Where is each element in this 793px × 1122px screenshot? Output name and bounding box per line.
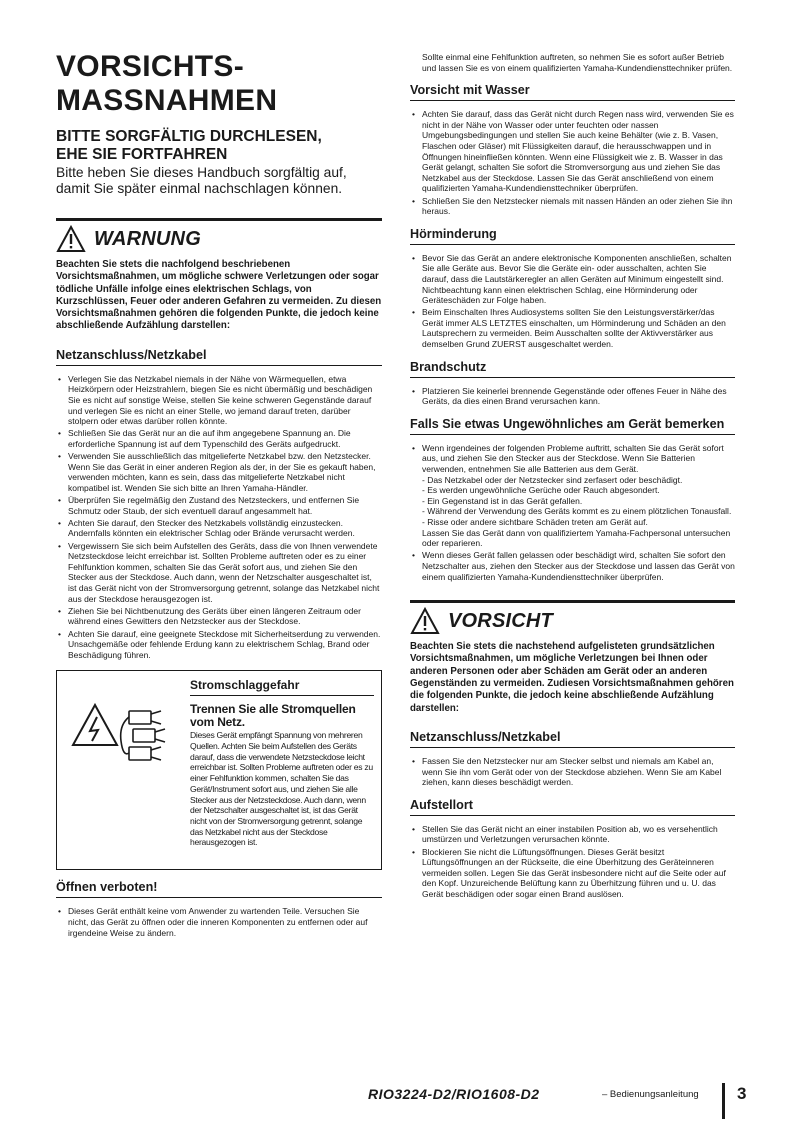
list-item: • Blockieren Sie nicht die Lüftungsöffnungen. Dieses Gerät besitzt Lüftungsöffnungen an der Rückseite, die eine Überhitzung des Geräteinneren vermeiden sollen. Legen Sie das Gerät insbesondere nicht auf die Seite oder auf den Kopf. Unzureichende Belüftung kann zu Überhitzung führen und u. U. das Gerät beschädigen oder sogar einen Brand auslösen. xyxy=(410,847,735,900)
warning-intro: Beachten Sie stets die nachfolgend beschriebenen Vorsichtsmaßnahmen, um mögliche schwere Verletzungen oder sogar tödliche Unfälle infolge eines elektrischen Schlags, von Kurzschlüssen, Feuer oder anderen Gefahren zu vermeiden. Zu diesen Vorsichtsmaßnahmen gehören die folgenden Punkte, die jedoch keine abschließende Aufzählung darstellen: xyxy=(56,259,382,332)
list-item: • Stellen Sie das Gerät nicht an einer instabilen Position ab, wo es versehentlich umstürzen und Verletzungen verursachen könnte. xyxy=(410,824,735,845)
water-list xyxy=(410,109,735,217)
unusual-list xyxy=(410,443,735,582)
list-item: • Ziehen Sie bei Nichtbenutzung des Geräts über einen längeren Zeitraum oder während eines Gewitters den Netzstecker aus der Steckdose. xyxy=(56,606,382,627)
list-item: • Schließen Sie das Gerät nur an die auf ihm angegebene Spannung an. Die erforderliche Spannung ist auf dem Typenschild des Geräts aufgedruckt. xyxy=(56,428,382,449)
footer-divider xyxy=(722,1083,725,1119)
list-item: • Bevor Sie das Gerät an andere elektronische Komponenten anschließen, schalten Sie alle Geräte aus. Bevor Sie die Geräte ein- oder ausschalten, achten Sie darauf, dass die Lautstärkeregler an allen Geräten auf Minimum eingestellt sind. Nichtbeachtung kann einen elektrischen Schlag, eine Hörminderung oder Geräteschäden zur Folge haben. xyxy=(410,253,735,306)
list-item: • Beim Einschalten Ihres Audiosystems sollten Sie den Leistungsverstärker/das Gerät immer ALS LETZTES einschalten, um Hörminderung und Schäden an den Lautsprechern zu vermeiden. Beim Ausschalten sollte der Aktivverstärker aus demselben Grund ZUERST ausgeschaltet werden. xyxy=(410,307,735,349)
caution-power-list xyxy=(410,756,735,788)
section-heading-hearing: Hörminderung xyxy=(410,227,735,245)
section-heading-open: Öffnen verboten! xyxy=(56,880,382,898)
caution-label: VORSICHT xyxy=(448,609,553,632)
list-item: • Wenn dieses Gerät fallen gelassen oder beschädigt wird, schalten Sie sofort den Netzschalter aus, ziehen den Stecker aus der Steckdose und lassen das Gerät von einem qualifizierten Yamaha-Kundendiensttechniker überprüfen. xyxy=(410,550,735,582)
page-number: 3 xyxy=(737,1084,747,1103)
left-column xyxy=(56,50,382,948)
warning-label: WARNUNG xyxy=(94,227,201,250)
intro-text: Bitte heben Sie dieses Handbuch sorgfältig auf, damit Sie später einmal nachschlagen können. xyxy=(56,165,347,196)
caution-triangle-icon xyxy=(410,607,440,635)
section-heading-setup: Aufstellort xyxy=(410,798,735,816)
list-item: • Überprüfen Sie regelmäßig den Zustand des Netzsteckers, und entfernen Sie Schmutz oder Staub, der sich eventuell darauf angesammelt hat. xyxy=(56,495,382,516)
list-item: • Schließen Sie den Netzstecker niemals mit nassen Händen an oder ziehen Sie ihn heraus. xyxy=(410,196,735,217)
page-title: VORSICHTS- MASSNAHMEN xyxy=(56,50,278,117)
page-subtitle: BITTE SORGFÄLTIG DURCHLESEN, EHE SIE FORTFAHREN xyxy=(56,128,322,163)
list-item: • Achten Sie darauf, eine geeignete Steckdose mit Sicherheitserdung zu verwenden. Unsachgemäße oder fehlende Erdung kann zu elektrischem Schlag, Brand oder Beschädigung führen. xyxy=(56,629,382,661)
list-item: • Achten Sie darauf, den Stecker des Netzkabels vollständig einzustecken. Andernfalls könnten ein elektrischer Schlag oder Brände verursacht werden. xyxy=(56,518,382,539)
model-name: RIO3224-D2/RIO1608-D2 xyxy=(368,1086,540,1102)
shock-hazard-box xyxy=(56,670,382,870)
caution-banner xyxy=(410,600,735,635)
list-item: • Verlegen Sie das Netzkabel niemals in der Nähe von Wärmequellen, etwa Heizkörpern oder Heizstrahlern, biegen Sie es nicht übermäßig und beschädigen Sie es nicht auf sonstige Weise, stellen Sie keine schweren Gegenstände darauf und verlegen Sie es nicht an einer Stelle, wo jemand darauf treten, darüber stolpern oder etwas darüber rollen könnte. xyxy=(56,374,382,427)
list-item: • Verwenden Sie ausschließlich das mitgelieferte Netzkabel bzw. den Netzstecker. Wenn Sie das Gerät in einer anderen Region als der, in der Sie es gekauft haben, verwenden möchten, kann es sein, dass das mitgelieferte Netzkabel nicht kompatibel ist. Wenden Sie sich bitte an Ihren Yamaha-Händler. xyxy=(56,451,382,493)
section-heading-fire: Brandschutz xyxy=(410,360,735,378)
warning-banner xyxy=(56,218,382,253)
section-heading-water: Vorsicht mit Wasser xyxy=(410,83,735,101)
caution-intro: Beachten Sie stets die nachstehend aufgelisteten grundsätzlichen Vorsichtsmaßnahmen, um mögliche Verletzungen bei Ihnen oder anderen Personen oder aber Schäden am Gerät oder an anderen Gegenständen zu vermeiden. Zudiesen Vorsichtsmaßnahmen gehören die folgenden Punkte, die jedoch keine abschließende Aufzählung darstellen: xyxy=(410,641,734,714)
open-continuation: Sollte einmal eine Fehlfunktion auftreten, so nehmen Sie es sofort außer Betrieb und lassen Sie es von einem qualifizierten Yamaha-Kundendiensttechniker prüfen. xyxy=(422,52,733,73)
right-column xyxy=(410,52,735,909)
setup-list xyxy=(410,824,735,900)
warning-triangle-icon xyxy=(56,225,86,253)
shock-hazard-subheading: Trennen Sie alle Stromquellen vom Netz. xyxy=(190,702,356,729)
list-item: • Fassen Sie den Netzstecker nur am Stecker selbst und niemals am Kabel an, wenn Sie ihn vom Gerät oder von der Steckdose abziehen. Wenn Sie am Kabel ziehen, kann dieses beschädigt werden. xyxy=(410,756,735,788)
section-heading-power: Netzanschluss/Netzkabel xyxy=(56,348,382,366)
hearing-list xyxy=(410,253,735,350)
shock-hazard-heading: Stromschlaggefahr xyxy=(190,678,374,696)
page-footer xyxy=(0,1083,793,1119)
section-heading-caution-power: Netzanschluss/Netzkabel xyxy=(410,730,735,748)
fire-list xyxy=(410,386,735,407)
open-list xyxy=(56,906,382,938)
shock-hazard-icon xyxy=(71,701,175,783)
list-item: • Vergewissern Sie sich beim Aufstellen des Geräts, dass die von Ihnen verwendete Netzsteckdose leicht erreichbar ist. Sollten Probleme auftreten oder es zu einer Fehlfunktion kommen, schalten Sie das Gerät sofort aus, und ziehen Sie den Stecker aus der Steckdose. Auch dann, wenn der Netzschalter ausgeschaltet ist, ist das Gerät nicht von der Stromversorgung getrennt, solange das Netzkabel nicht aus der Steckdose herausgezogen ist. xyxy=(56,541,382,605)
shock-hazard-text: Dieses Gerät empfängt Spannung von mehreren Quellen. Achten Sie beim Aufstellen des Geräts darauf, dass die verwendete Netzsteckdose leicht erreichbar ist. Sollten Probleme auftreten oder es zu einer Fehlfunktion kommen, schalten Sie das Gerät/Instrument sofort aus, und ziehen Sie alle Stecker aus der Netzsteckdose. Auch dann, wenn der Netzschalter ausgeschaltet ist, ist das Gerät nicht von der Stromversorgung getrennt, solange das Netzkabel nicht aus der Steckdose herausgezogen ist. xyxy=(190,730,373,848)
list-item: • Platzieren Sie keinerlei brennende Gegenstände oder offenes Feuer in Nähe des Geräts, da dies einen Brand verursachen kann. xyxy=(410,386,735,407)
list-item: • Wenn irgendeines der folgenden Probleme auftritt, schalten Sie das Gerät sofort aus, und ziehen Sie den Stecker aus der Steckdose. Wenn Sie Batterien verwenden, entnehmen Sie alle Batterien aus dem Gerät. - Das Netzkabel oder der Netzstecker sind zerfasert oder beschädigt. - Es werden ungewöhnliche Gerüche oder Rauch abgesondert. - Ein Gegenstand ist in das Gerät gefallen. - Während der Verwendung des Geräts kommt es zu einem plötzlichen Tonausfall. - Risse oder andere sichtbare Schäden treten am Gerät auf. Lassen Sie das Gerät dann von qualifiziertem Yamaha-Fachpersonal untersuchen oder reparieren. xyxy=(410,443,735,549)
list-item: • Dieses Gerät enthält keine vom Anwender zu wartenden Teile. Versuchen Sie nicht, das Gerät zu öffnen oder die inneren Komponenten zu entfernen oder auf irgendeine Weise zu ändern. xyxy=(56,906,382,938)
manual-name: – Bedienungsanleitung xyxy=(602,1089,699,1100)
list-item: • Achten Sie darauf, dass das Gerät nicht durch Regen nass wird, verwenden Sie es nicht in der Nähe von Wasser oder unter feuchten oder nassen Umgebungsbedingungen und stellen Sie auch keine Behälter (wie z. B. Vasen, Flaschen oder Gläser) mit Flüssigkeiten darauf, die herausschwappen und in Öffnungen hineinfließen könnten. Wenn eine Flüssigkeit wie z. B. Wasser in das Gerät gelangt, schalten Sie sofort die Stromversorgung aus und ziehen Sie das Netzkabel aus der Steckdose. Lassen Sie das Gerät anschließend von einem qualifizierten Yamaha-Kundendiensttechniker überprüfen. xyxy=(410,109,735,194)
power-list xyxy=(56,374,382,661)
section-heading-unusual: Falls Sie etwas Ungewöhnliches am Gerät bemerken xyxy=(410,417,735,435)
